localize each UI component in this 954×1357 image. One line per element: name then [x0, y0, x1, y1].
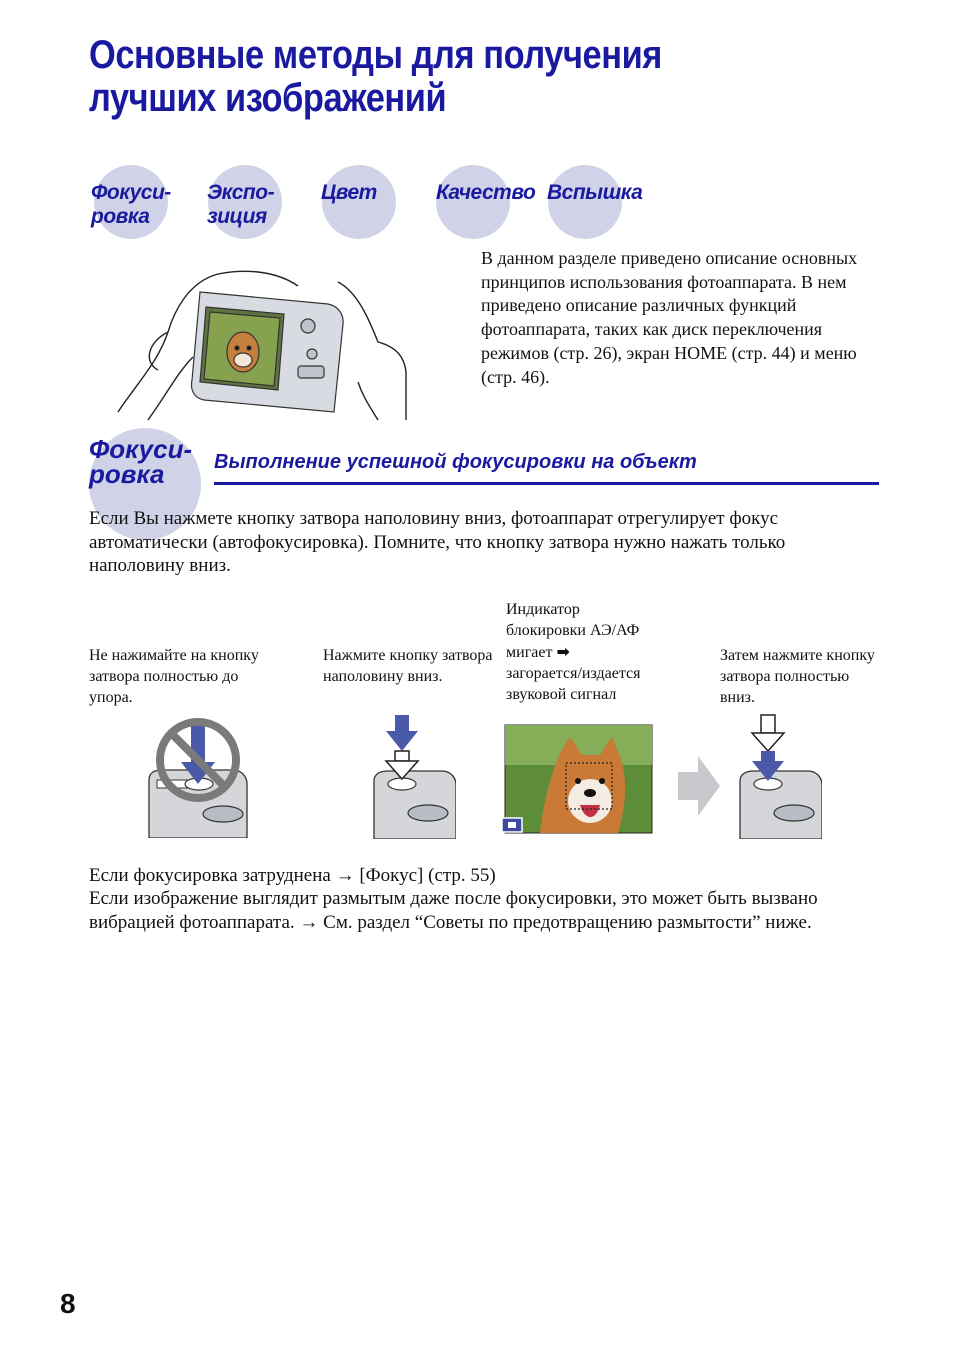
- lcd-dog-preview-image: [500, 723, 654, 835]
- section-label: Фокуси- ровка: [89, 434, 193, 489]
- nav-label: Фокуси- ровка: [91, 181, 171, 228]
- caption-dont-press: Не нажимайте на кнопку затвора полностью до упора.: [89, 647, 259, 706]
- page-title: Основные методы для получения лучших изображений: [89, 33, 662, 120]
- caption-indicator: [506, 599, 706, 705]
- caption-indicator-line: блокировки АЭ/АФ: [506, 622, 640, 639]
- nav-label: Вспышка: [547, 181, 643, 204]
- nav-label: Цвет: [321, 181, 377, 204]
- step-arrow-icon: [678, 756, 720, 816]
- focus-difficult-note: Если фокусировка затруднена → [Фокус] (стр. 55): [89, 865, 496, 886]
- caption-indicator-line: [506, 641, 706, 663]
- shutter-full-press-prohibited-illustration: [145, 718, 249, 838]
- nav-label: Качество: [436, 181, 536, 204]
- right-arrow-icon: ➡: [556, 642, 570, 661]
- camera-in-hands-illustration: [108, 262, 412, 422]
- caption-indicator-line: звуковой сигнал: [506, 686, 617, 703]
- section-rule: [214, 482, 879, 485]
- caption-half-press: Нажмите кнопку затвора наполовину вниз.: [323, 647, 493, 685]
- caption-indicator-text: мигает: [506, 644, 553, 661]
- focus-paragraph: Если Вы нажмете кнопку затвора наполовину вниз, фотоаппарат отрегулирует фокус автоматически (автофокусировка). Помните, что кнопку затвора нужно нажать только наполовину вниз.: [89, 508, 786, 577]
- caption-indicator-line: загорается/издается: [506, 665, 641, 682]
- shutter-full-press-illustration: [738, 713, 822, 839]
- nav-label: Экспо- зиция: [207, 181, 275, 228]
- page-number: 8: [60, 1288, 76, 1319]
- section-title: Выполнение успешной фокусировки на объект: [214, 451, 697, 473]
- caption-indicator-line: Индикатор: [506, 601, 580, 618]
- blur-note: Если изображение выглядит размытым даже после фокусировки, это может быть вызвано вибрацией фотоаппарата. → См. раздел “Советы по предотвращению размытости” ниже.: [89, 888, 818, 933]
- intro-text: В данном разделе приведено описание основных принципов использования фотоаппарата. В нем приведено описание различных функций фотоаппарата, таких как диск переключения режимов (стр. 26), экран HOME (стр. 44) и меню (стр. 46).: [481, 248, 858, 387]
- caption-full-press: Затем нажмите кнопку затвора полностью вниз.: [720, 647, 875, 706]
- shutter-half-press-illustration: [372, 713, 456, 839]
